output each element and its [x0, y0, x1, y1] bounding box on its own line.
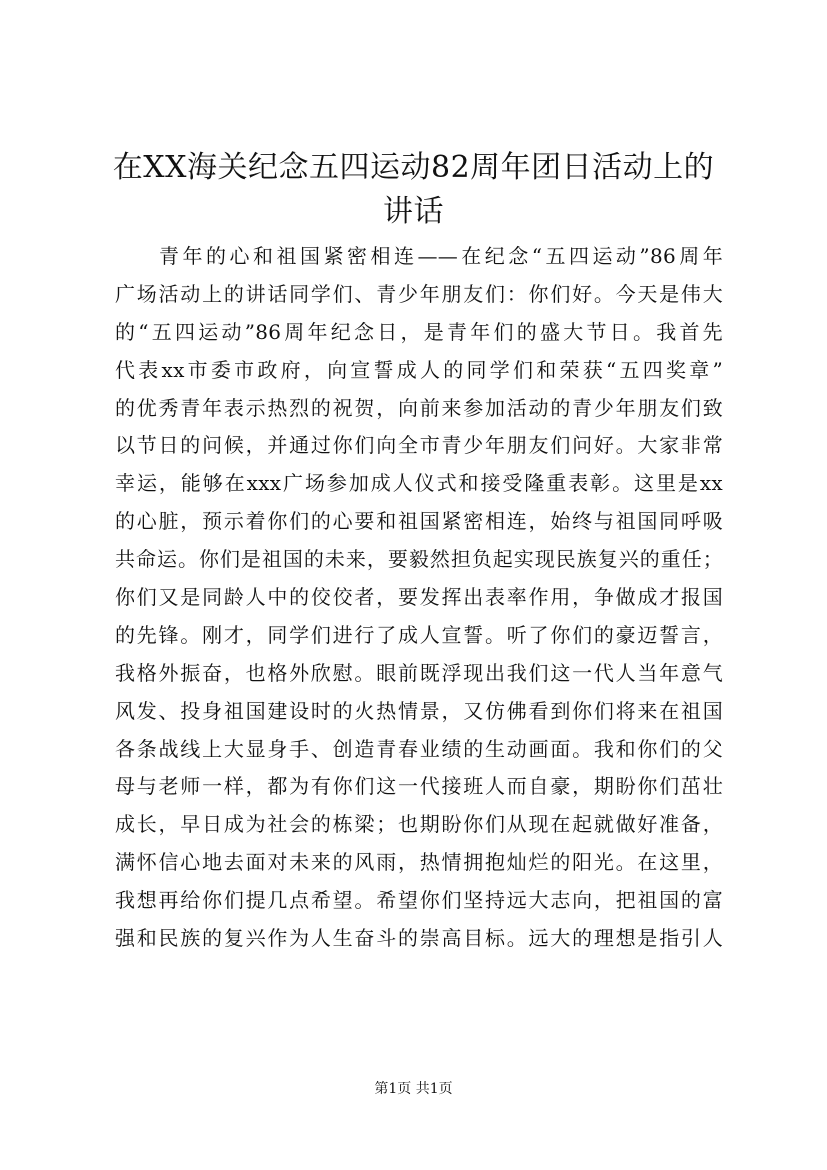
paragraph-line: 共命运。你们是祖国的未来，要毅然担负起实现民族复兴的重任； [115, 547, 723, 572]
paragraph-line: 你们又是同龄人中的佼佼者，要发挥出表率作用，争做成才报国 [115, 585, 723, 610]
paragraph-line: 的“五四运动”86周年纪念日，是青年们的盛大节日。我首先 [115, 319, 723, 344]
paragraph-line: 我想再给你们提几点希望。希望你们坚持远大志向，把祖国的富 [115, 888, 723, 913]
document-title [100, 146, 727, 234]
title-line-2: 讲话 [383, 194, 444, 229]
paragraph-line: 各条战线上大显身手、创造青春业绩的生动画面。我和你们的父 [115, 736, 723, 761]
paragraph-line: 强和民族的复兴作为人生奋斗的崇高目标。远大的理想是指引人 [115, 926, 723, 951]
paragraph-line: 成长，早日成为社会的栋梁；也期盼你们从现在起就做好准备， [115, 812, 723, 837]
paragraph-line: 的优秀青年表示热烈的祝贺，向前来参加活动的青少年朋友们致 [115, 395, 723, 420]
paragraph-line: 的先锋。刚才，同学们进行了成人宣誓。听了你们的豪迈誓言， [115, 622, 723, 647]
document-body [115, 238, 723, 958]
paragraph-line: 风发、投身祖国建设时的火热情景，又仿佛看到你们将来在祖国 [115, 698, 723, 723]
paragraph-line: 我格外振奋，也格外欣慰。眼前既浮现出我们这一代人当年意气 [115, 660, 723, 685]
paragraph-line: 母与老师一样，都为有你们这一代接班人而自豪，期盼你们茁壮 [115, 774, 723, 799]
paragraph-line: 以节日的问候，并通过你们向全市青少年朋友们问好。大家非常 [115, 433, 723, 458]
paragraph-line: 的心脏，预示着你们的心要和祖国紧密相连，始终与祖国同呼吸 [115, 509, 723, 534]
paragraph-line: 幸运，能够在xxx广场参加成人仪式和接受隆重表彰。这里是xx [115, 471, 723, 496]
page-footer: 第1页 共1页 [374, 1081, 453, 1097]
paragraph-line: 广场活动上的讲话同学们、青少年朋友们：你们好。今天是伟大 [115, 281, 723, 306]
paragraph-line: 青年的心和祖国紧密相连——在纪念“五四运动”86周年 [159, 244, 723, 268]
paragraph-line: 满怀信心地去面对未来的风雨，热情拥抱灿烂的阳光。在这里， [115, 850, 723, 875]
title-line-1: 在XX海关纪念五四运动82周年团日活动上的 [112, 150, 715, 185]
paragraph-line: 代表xx市委市政府，向宣誓成人的同学们和荣获“五四奖章” [115, 357, 723, 382]
